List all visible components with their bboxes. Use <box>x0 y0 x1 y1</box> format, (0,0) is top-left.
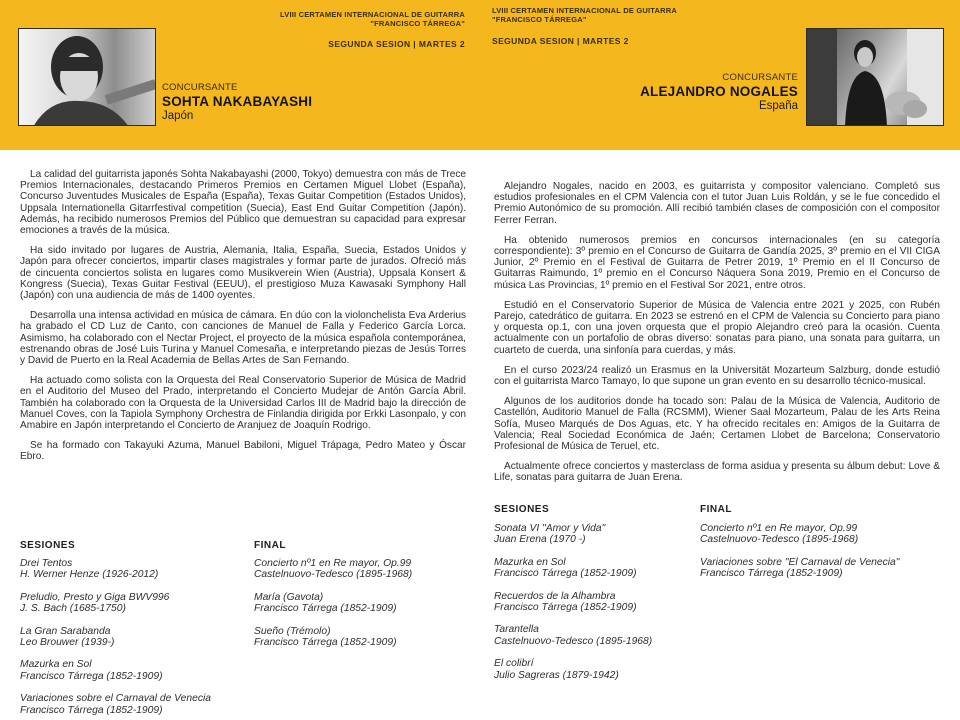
bio-paragraph: Actualmente ofrece conciertos y masterclass de forma asidua y presenta su álbum debut: Love & Life, sonatas para guitarra de Juan Erena. <box>494 461 940 484</box>
sesiones-list-right <box>494 523 652 692</box>
program-item <box>494 557 652 580</box>
festival-line2: "FRANCISCO TÁRREGA" <box>370 19 465 28</box>
work-composer: Castelnuovo-Tedesco (1895-1968) <box>254 569 413 581</box>
bio-paragraph: Ha actuado como solista con la Orquesta del Real Conservatorio Superior de Música de Madrid en el Auditorio del Museo del Prado, interpretando el Concierto Mudejar de Antón García Abril. También ha colaborado con la Orquesta de la Universidad Carlos III de Madrid bajo la dirección de Manuel Coves, con la Tapiola Symphony Orchestra de Finlandia dirigida por Erkki Lasonpalo, y con Amabire en Japón interpretando el Concierto de Aranjuez de Joaquín Rodrigo. <box>20 375 466 432</box>
contestant-photo-right <box>806 28 944 126</box>
work-title: Recuerdos de la Alhambra <box>494 590 616 602</box>
work-title: La Gran Sarabanda <box>20 625 111 637</box>
work-composer: Francisco Tárrega (1852-1909) <box>494 602 637 614</box>
program-item <box>254 626 412 649</box>
bio-paragraph: Ha sido invitado por lugares de Austria, Alemania, Italia, España, Suecia, Estados Unidos y Japón para ofrecer conciertos, impartir clases magistrales y formar parte de jurados. Ofreció más de cincuenta conciertos solista en lugares como Musikverein Wien (Austria), Uppsala Konsert & Kongress (Suecia), Texas Guitar Festival (EEUU), el prestigioso Muza Kawasaki Symphony Hall (Japón) con una audiencia de más de 1400 oyentes. <box>20 245 466 302</box>
program-item <box>494 523 652 546</box>
portrait-icon <box>19 29 156 126</box>
program-item <box>494 624 652 647</box>
work-composer: Juan Erena (1970 -) <box>494 534 586 546</box>
program-item <box>20 626 211 649</box>
biography-left <box>20 169 466 472</box>
bio-paragraph: Alejandro Nogales, nacido en 2003, es guitarrista y compositor valenciano. Completó sus estudios profesionales en el CPM Valencia con el tutor Juan Luis Roldán, y se le fue concedido el Premio Autonómico de su promoción. Allí recibió también clases de composición con el compositor Ferrer Ferran. <box>494 181 940 226</box>
sesiones-heading-right: SESIONES <box>494 504 550 515</box>
work-composer: H. Werner Henze (1926-2012) <box>20 569 159 581</box>
work-composer: Francisco Tárrega (1852-1909) <box>494 568 637 580</box>
sesiones-heading-left: SESIONES <box>20 540 76 551</box>
work-title: Variaciones sobre "El Carnaval de Venecia" <box>700 556 900 568</box>
work-composer: Francisco Tárrega (1852-1909) <box>20 670 163 682</box>
contestant-label: CONCURSANTE <box>722 72 798 83</box>
work-composer: Francisco Tárrega (1852-1909) <box>20 704 163 716</box>
work-composer: Castelnuovo-Tedesco (1895-1968) <box>494 635 653 647</box>
program-item <box>20 693 211 716</box>
contestant-label: CONCURSANTE <box>162 82 238 93</box>
session-label-right: SEGUNDA SESION | MARTES 2 <box>492 36 629 46</box>
work-title: Drei Tentos <box>20 558 73 569</box>
final-heading-right: FINAL <box>700 504 732 515</box>
work-composer: J. S. Bach (1685-1750) <box>20 603 126 615</box>
work-title: Variaciones sobre el Carnaval de Venecia <box>20 693 211 705</box>
contestant-right <box>560 72 798 112</box>
bio-paragraph: Desarrolla una intensa actividad en música de cámara. En dúo con la violonchelista Eva Arderius ha grabado el CD Luz de Canto, con canciones de Manuel de Falla y Federico García Lorca. Asimismo, ha colaborado con el Nectar Project, el proyecto de la música española contemporánea, estrenando obras de José Luis Turina y Manuel Comesaña, e interpretando piezas de Jesús Torres y David de Puerto en la Real Academia de Bellas Artes de San Fernando. <box>20 310 466 367</box>
bio-paragraph: Se ha formado con Takayuki Azuma, Manuel Babiloni, Miguel Trápaga, Pedro Mateo y Óscar Ebro. <box>20 440 466 463</box>
program-item <box>20 592 211 615</box>
program-item <box>494 591 652 614</box>
work-title: Concierto nº1 en Re mayor, Op.99 <box>700 523 858 534</box>
session-label-left: SEGUNDA SESION | MARTES 2 <box>328 39 465 49</box>
portrait-icon <box>807 29 944 126</box>
work-title: Tarantella <box>494 624 539 636</box>
contestant-country: Japón <box>162 110 194 122</box>
work-title: María (Gavota) <box>254 591 324 603</box>
work-composer: Leo Brouwer (1939-) <box>20 637 115 649</box>
program-item <box>20 659 211 682</box>
festival-line2: "FRANCISCO TÁRREGA" <box>492 15 587 24</box>
bio-paragraph: En el curso 2023/24 realizó un Erasmus en la Universität Mozarteum Salzburg, donde estudió con el guitarrista Marco Tamayo, lo que supone un gran evento en su desarrollo técnico-musical. <box>494 364 940 388</box>
final-list-left <box>254 558 412 659</box>
work-title: Mazurka en Sol <box>20 659 92 671</box>
contestant-country: España <box>758 100 798 112</box>
work-composer: Francisco Tárrega (1852-1909) <box>254 603 397 615</box>
program-item <box>20 558 211 581</box>
contestant-name: ALEJANDRO NOGALES <box>640 84 798 99</box>
biography-right <box>494 181 940 493</box>
sesiones-list-left <box>20 558 211 720</box>
work-title: Sonata VI "Amor y Vida" <box>494 523 606 534</box>
bio-paragraph: Ha obtenido numerosos premios en concursos internacionales (en su categoría correspondiente): 3º premio en el Concurso de Guitarra de Gandía 2025, 3º premio en el VII CIGA Junior, 2º Premio en el Festival de Guitarra de Petrer 2019, 1º Premio en el II Concurso de Guitarras Raimundo, 1º premio en el Concurso Náquera Sona 2019, Premio en el Concurso de música Las Provincias, 1º premio en el Festival Sor 2021, entre otros. <box>494 234 940 291</box>
contestant-left <box>162 82 312 122</box>
contestant-photo-left <box>18 28 156 126</box>
work-composer: Castelnuovo-Tedesco (1895-1968) <box>700 534 859 546</box>
work-composer: Francisco Tárrega (1852-1909) <box>254 637 397 649</box>
bio-paragraph: Algunos de los auditorios donde ha tocado son: Palau de la Música de Valencia, Auditorio de Castellón, Auditorio Manuel de Falla (RCSMM), Wiener Saal Mozarteum, Palau de les Arts Reina Sofía, Museo Marqués de Dos Aguas, etc. Y ha ofrecido recitales en: Amigos de la Guitarra de Valencia; Real Sociedad Económica de Jaén; Certamen Llobet de Barcelona; Conservatorio Profesional de Música de Teruel, etc. <box>494 396 940 453</box>
festival-title-right <box>492 6 712 24</box>
work-title: El colibrí <box>494 658 534 670</box>
work-composer: Julio Sagreras (1879-1942) <box>494 669 619 681</box>
contestant-name: SOHTA NAKABAYASHI <box>162 94 313 109</box>
bio-paragraph: Estudió en el Conservatorio Superior de Música de Valencia entre 2021 y 2025, con Rubén Parejo, catedrático de guitarra. En 2023 se estrenó en el CPM de Valencia su Concierto para piano y orquesta op.1, con una joven orquesta que el propio Alejandro creó para la ocasión. Cuenta actualmente con un portafolio de obras diverso: sonatas para piano, una sonata para guitarra, un cuarteto de cuerda, una sinfonía para cuerdas, y más. <box>494 299 940 356</box>
bio-paragraph: La calidad del guitarrista japonés Sohta Nakabayashi (2000, Tokyo) demuestra con más de Trece Premios Internacionales, destacando Primeros Premios en Certamen Miguel Llobet (España), Concurso Juventudes Musicales de España (España), Texas Guitar Competition (Estados Unidos), Uppsala Internationella Gitarrfestival competition (Suecia), East End Guitar Competition (Japón). Además, ha recibido numerosos Premios del Público que demuestran su capacidad para expresar emociones a través de la música. <box>20 169 466 237</box>
work-title: Mazurka en Sol <box>494 556 566 568</box>
program-item <box>254 592 412 615</box>
program-item <box>700 523 899 546</box>
final-list-right <box>700 523 899 591</box>
work-composer: Francisco Tárrega (1852-1909) <box>700 568 843 580</box>
festival-line1: LVIII CERTAMEN INTERNACIONAL DE GUITARRA <box>492 6 677 15</box>
final-heading-left: FINAL <box>254 540 286 551</box>
work-title: Concierto nº1 en Re mayor, Op.99 <box>254 558 412 569</box>
festival-line1: LVIII CERTAMEN INTERNACIONAL DE GUITARRA <box>280 10 465 19</box>
work-title: Sueño (Trémolo) <box>254 625 331 637</box>
program-item <box>700 557 899 580</box>
program-item <box>254 558 412 581</box>
program-item <box>494 658 652 681</box>
work-title: Preludio, Presto y Giga BWV996 <box>20 591 170 603</box>
festival-title-left <box>253 10 465 28</box>
